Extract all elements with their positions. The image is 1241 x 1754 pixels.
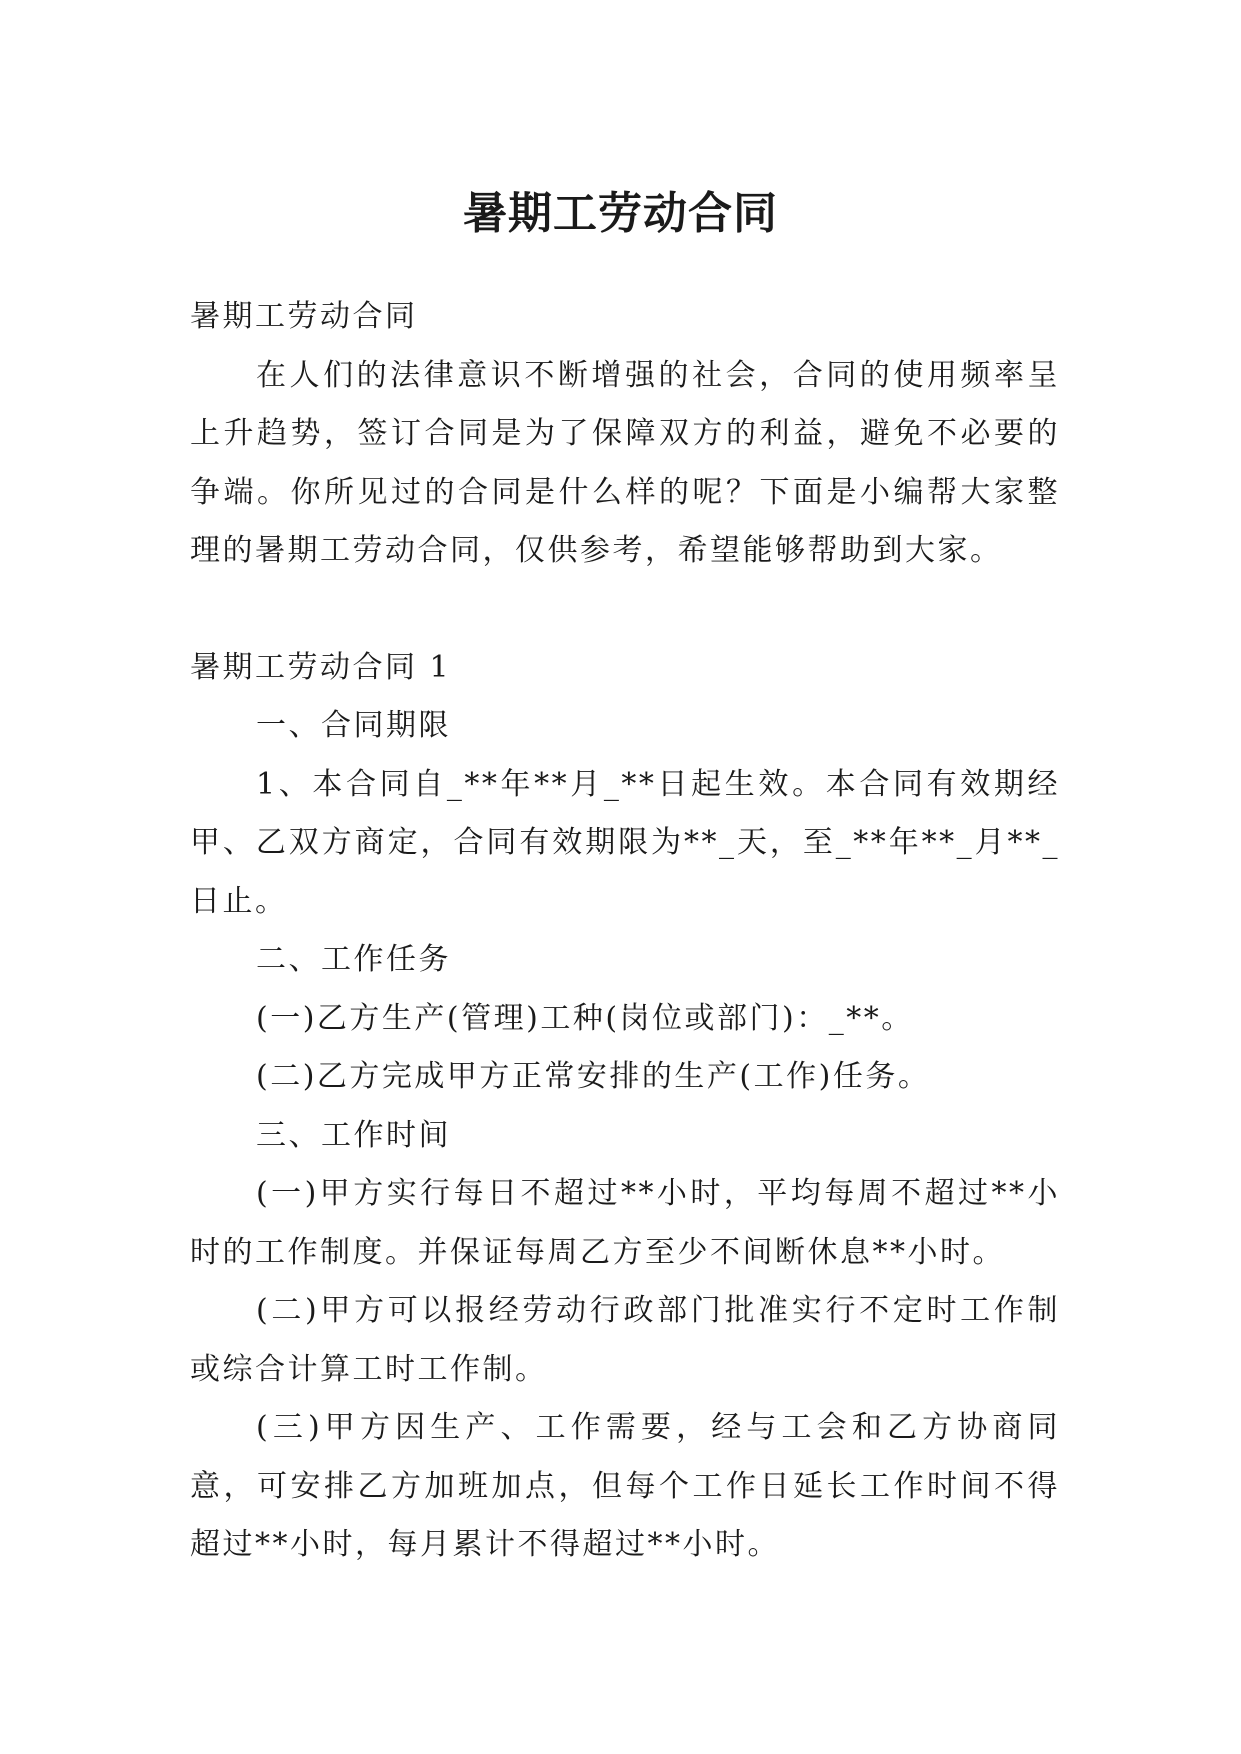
document-title: 暑期工劳动合同: [463, 188, 778, 240]
hours-item-2: (二)甲方可以报经劳动行政部门批准实行不定时工作制或综合计算工时工作制。: [190, 1293, 1060, 1387]
section-heading-hours: 三、工作时间: [256, 1117, 451, 1153]
task-item-2: (二)乙方完成甲方正常安排的生产(工作)任务。: [256, 1059, 931, 1094]
document-body: [190, 288, 1060, 1575]
hours-item-3: (三)甲方因生产、工作需要，经与工会和乙方协商同意，可安排乙方加班加点，但每个工作日延长工作时间不得超过**小时，每月累计不得超过**小时。: [190, 1410, 1060, 1562]
section-heading-tasks: 二、工作任务: [256, 942, 451, 977]
task-item-1: (一)乙方生产(管理)工种(岗位或部门)：_**。: [256, 1000, 914, 1036]
term-paragraph: 1、本合同自_**年**月_**日起生效。本合同有效期经甲、乙双方商定，合同有效期限为**_天，至_**年**_月**_日止。: [190, 766, 1060, 919]
contract-heading: 暑期工劳动合同 1: [190, 649, 452, 685]
intro-paragraph: 在人们的法律意识不断增强的社会，合同的使用频率呈上升趋势，签订合同是为了保障双方的利益，避免不必要的争端。你所见过的合同是什么样的呢？下面是小编帮大家整理的暑期工劳动合同，仅供参考，希望能够帮助到大家。: [190, 357, 1060, 568]
subtitle-paragraph: 暑期工劳动合同: [190, 299, 418, 334]
section-heading-term: 一、合同期限: [256, 708, 451, 743]
hours-item-1: (一)甲方实行每日不超过**小时，平均每周不超过**小时的工作制度。并保证每周乙方至少不间断休息**小时。: [190, 1176, 1060, 1270]
